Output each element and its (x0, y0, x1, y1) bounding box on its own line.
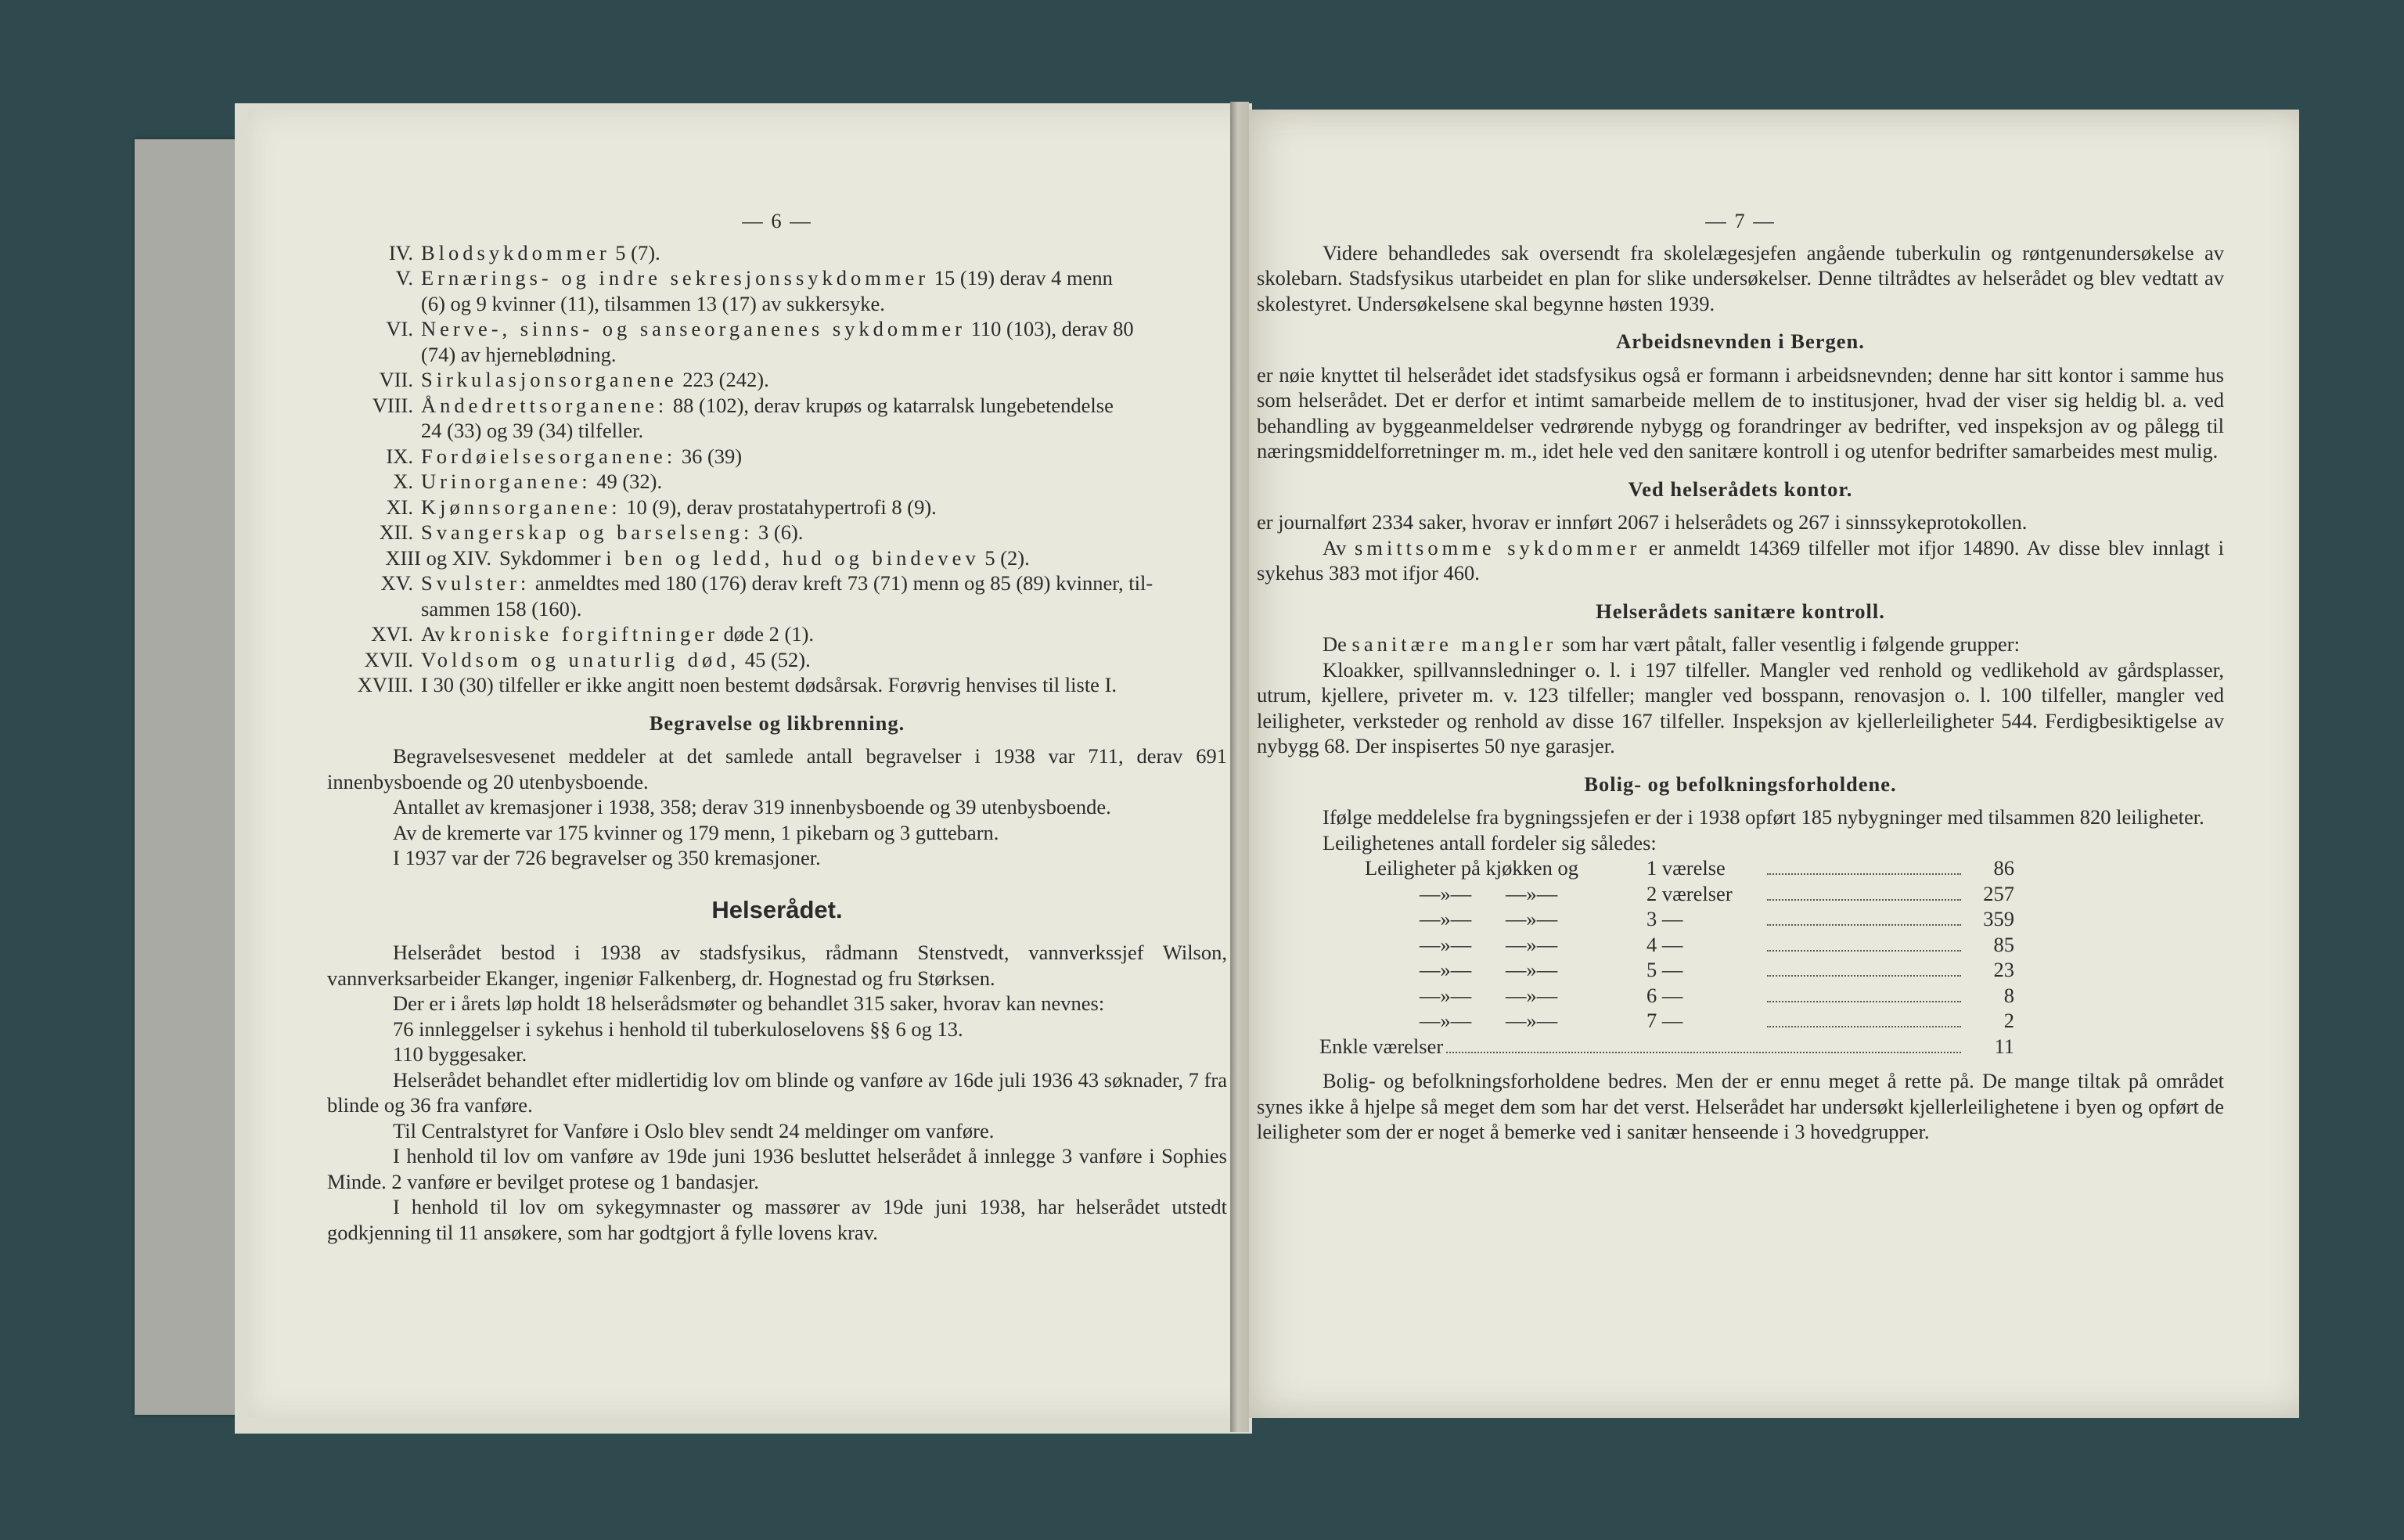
roman-numeral: X. (393, 470, 413, 493)
spaced-term: sanitære mangler (1351, 632, 1557, 656)
cause-text: Blodsykdommer 5 (7). (421, 240, 660, 264)
cause-row (327, 469, 1227, 495)
cause-row (327, 240, 1227, 266)
ditto-mark: —»— (1420, 958, 1472, 981)
paragraph: Ifølge meddelelse fra bygningssjefen er der i 1938 opført 185 nybygninger med tilsammen 820 leiligheter. (1323, 805, 2204, 829)
cause-text: Voldsom og unaturlig død, 45 (52). (421, 647, 811, 671)
roman-numeral: VIII. (372, 393, 413, 417)
paragraph: Helserådet bestod i 1938 av stadsfysikus, rådmann Stenstvedt, vannverkssjef Wilson, vannverksarbeider Ekanger, ingeniør Falkenberg, dr. Hognestad og fru Størksen. (327, 941, 1227, 990)
row-value: 8 (2003, 983, 2014, 1007)
row-label: Leiligheter på kjøkken og (1365, 856, 1579, 880)
paragraph: Helserådet behandlet efter midlertidig lov om blinde og vanføre av 16de juli 1936 43 søknader, 7 fra blinde og 36 fra vanføre. (327, 1067, 1227, 1117)
right-page (1238, 110, 2299, 1418)
ditto-mark: —»— (1420, 983, 1472, 1007)
cause-continuation: 24 (33) og 39 (34) tilfeller. (421, 419, 644, 442)
room-count: 6 — (1646, 983, 1683, 1007)
row-label: Enkle værelser (1319, 1034, 1444, 1058)
section-heading: Bolig- og befolkningsforholdene. (1584, 772, 1897, 796)
row-value: 257 (1983, 881, 2014, 905)
cause-text: Åndedrettsorganene: 88 (102), derav krupøs og katarralsk lungebetendelse (421, 393, 1114, 417)
section-heading: Begravelse og likbrenning. (649, 711, 905, 735)
cause-row (327, 570, 1227, 621)
roman-numeral: XVII. (364, 647, 413, 671)
paragraph: I 1937 var der 726 begravelser og 350 kremasjoner. (393, 846, 821, 869)
cause-text: I 30 (30) tilfeller er ikke angitt noen bestemt dødsårsak. Forøvrig henvises til liste I. (421, 673, 1117, 696)
roman-numeral: XII. (379, 520, 413, 544)
room-count: 4 — (1646, 932, 1683, 956)
cause-row (327, 316, 1227, 367)
cause-text: Sykdommer i ben og ledd, hud og bindevev 5 (2). (499, 545, 1030, 570)
cause-row (327, 545, 1227, 571)
leader-dots (1767, 950, 1961, 952)
leader-dots (1767, 1001, 1961, 1002)
row-value: 11 (1994, 1034, 2014, 1058)
section-title: Helserådet. (711, 895, 843, 923)
paragraph: Antallet av kremasjoner i 1938, 358; derav 319 innenbysboende og 39 utenbysboende. (393, 795, 1111, 819)
cause-text: Svulster: anmeldtes med 180 (176) derav kreft 73 (71) menn og 85 (89) kvinner, til- (421, 571, 1153, 595)
apartment-distribution-table (1365, 855, 2014, 1034)
paragraph: Av smittsomme sykdommer er anmeldt 14369 tilfeller mot ifjor 14890. Av disse blev innlagt i sykehus 383 mot ifjor 460. (1257, 535, 2225, 585)
ditto-mark: —»— (1506, 1009, 1558, 1032)
apartment-distribution-total (1319, 1034, 2014, 1060)
leader-dots (1767, 873, 1961, 875)
ditto-mark: —»— (1506, 907, 1558, 930)
roman-numeral: XV. (380, 571, 413, 595)
row-value: 23 (1993, 958, 2014, 981)
cause-text: Ernærings- og indre sekresjonssykdommer 15 (19) derav 4 menn (421, 266, 1113, 290)
paragraph: Bolig- og befolkningsforholdene bedres. Men der er ennu meget å rette på. De mange tiltak på området synes ikke å hjelpe så meget dem som har det verst. Helserådet har undersøkt kjellerleilighetene i byen og opført de leiligheter som der er noget å bemerke ved i sanitær henseende i 3 hovedgrupper. (1257, 1069, 2224, 1143)
leader-dots (1767, 975, 1961, 977)
section-heading: Helserådets sanitære kontroll. (1596, 599, 1885, 623)
cause-row (327, 367, 1227, 393)
table-row (1365, 932, 2014, 958)
paragraph: 110 byggesaker. (393, 1042, 527, 1066)
paragraph: Leilighetenes antall fordeler sig således: (1323, 830, 1657, 855)
table-row (1365, 1008, 2014, 1034)
ditto-mark: —»— (1420, 932, 1472, 956)
paragraph: Begravelsesvesenet meddeler at det samlede antall begravelser i 1938 var 711, derav 691 innenbysboende og 20 utenbysboende. (327, 744, 1227, 793)
book-gutter (1230, 102, 1249, 1432)
ditto-mark: —»— (1506, 932, 1558, 956)
ditto-mark: —»— (1420, 907, 1472, 930)
row-value: 359 (1983, 907, 2014, 930)
page-number: — 7 — (1705, 209, 1776, 232)
paragraph: Der er i årets løp holdt 18 helserådsmøter og behandlet 315 saker, hvorav kan nevnes: (393, 991, 1105, 1015)
row-value: 85 (1993, 932, 2014, 956)
section-heading: Arbeidsnevnden i Bergen. (1616, 329, 1865, 353)
room-count: 5 — (1646, 958, 1683, 981)
section-heading: Ved helserådets kontor. (1628, 477, 1853, 501)
cause-row (327, 621, 1227, 647)
cause-text: Av kroniske forgiftninger døde 2 (1). (421, 622, 815, 646)
ditto-mark: —»— (1506, 983, 1558, 1007)
cause-text: Sirkulasjonsorganene 223 (242). (421, 368, 769, 391)
right-page-content (1257, 208, 2224, 1145)
roman-numeral: VII. (379, 368, 413, 391)
cause-row (327, 672, 1227, 698)
cause-row (327, 265, 1227, 316)
ditto-mark: —»— (1506, 958, 1558, 981)
roman-numeral: V. (395, 266, 413, 290)
paragraph: I henhold til lov om vanføre av 19de juni 1936 besluttet helserådet å innlegge 3 vanføre i Sophies Minde. 2 vanføre er bevilget protese og 1 bandasjer. (327, 1144, 1227, 1193)
table-row (1319, 1034, 2014, 1060)
cause-text: Urinorganene: 49 (32). (421, 470, 663, 493)
room-count: 3 — (1646, 907, 1683, 930)
table-row (1365, 881, 2014, 907)
room-count: 1 værelse (1646, 856, 1726, 880)
room-count: 2 værelser (1646, 881, 1733, 905)
cause-text: Fordøielsesorganene: 36 (39) (421, 444, 743, 468)
left-page (247, 110, 1260, 1418)
cause-continuation: sammen 158 (160). (421, 596, 582, 621)
cause-row (327, 495, 1227, 520)
leader-dots (1767, 1026, 1961, 1027)
roman-numeral: XVIII. (357, 673, 413, 696)
paragraph: Videre behandledes sak oversendt fra skolelægesjefen angående tuberkulin og røntgenundersøkelse av skolebarn. Stadsfysikus utarbeidet en plan for slike undersøkelser. Denne tiltrådtes av helserådet og blev vedtatt av skolestyret. Undersøkelsene skal begynne høsten 1939. (1257, 240, 2224, 315)
roman-numeral: XIII og XIV. (385, 545, 491, 570)
leader-dots (1767, 899, 1961, 901)
paragraph: Av de kremerte var 175 kvinner og 179 menn, 1 pikebarn og 3 guttebarn. (393, 820, 999, 844)
table-row (1365, 855, 2014, 881)
table-row (1365, 906, 2014, 932)
cause-text: Kjønnsorganene: 10 (9), derav prostatahypertrofi 8 (9). (421, 495, 937, 519)
roman-numeral: XI. (386, 495, 413, 519)
paragraph: Kloakker, spillvannsledninger o. l. i 197 tilfeller. Mangler ved renhold og vedlikehold av gårdsplasser, utrum, kjellere, priveter m. v. 123 tilfeller; mangler ved bosspann, renovasjon o. l. 100 tilfeller, mangler ved leiligheter, verksteder og renhold av disse 167 tilfeller. Inspeksjon av kjellerleiligheter 544. Ferdigbesiktigelse av nybygg 68. Der inspisertes 50 nye garasjer. (1257, 657, 2224, 757)
paragraph: Til Centralstyret for Vanføre i Oslo blev sendt 24 meldinger om vanføre. (393, 1118, 995, 1142)
table-row (1365, 957, 2014, 983)
leader-dots (1446, 1052, 1961, 1053)
roman-numeral: XVI. (371, 622, 413, 646)
cause-text: Svangerskap og barselseng: 3 (6). (421, 520, 804, 544)
row-value: 2 (2003, 1009, 2014, 1032)
page-number: — 6 — (742, 209, 812, 232)
causes-of-death-list (327, 240, 1227, 698)
cause-row (327, 520, 1227, 545)
cause-text: Nerve-, sinns- og sanseorganenes sykdommer 110 (103), derav 80 (421, 317, 1134, 340)
ditto-mark: —»— (1420, 881, 1472, 905)
paragraph: er journalført 2334 saker, hvorav er innført 2067 i helserådets og 267 i sinnssykeprotokollen. (1257, 510, 2028, 534)
cause-row (327, 647, 1227, 673)
table-row (1365, 983, 2014, 1009)
cause-row (327, 444, 1227, 470)
paragraph: er nøie knyttet til helserådet idet stadsfysikus også er formann i arbeidsnevnden; denne har sitt kontor i samme hus som helserådet. Det er derfor et intimt samarbeide mellem de to institusjoner, hvad der viser sig heldig bl. a. ved behandling av byggeanmeldelser vedrørende nybygg og forandringer av bedrifter, ved inspeksjon av og pålegg til næringsmiddelforretninger m. m., idet hele ved den sanitære kontroll i og utenfor bedrifter samarbeides mest mulig. (1257, 362, 2224, 462)
leader-dots (1767, 924, 1961, 926)
ditto-mark: —»— (1420, 1009, 1472, 1032)
ditto-mark: —»— (1506, 881, 1558, 905)
paragraph: 76 innleggelser i sykehus i henhold til tuberkuloselovens §§ 6 og 13. (393, 1016, 963, 1041)
cause-continuation: (6) og 9 kvinner (11), tilsammen 13 (17) av sukkersyke. (421, 291, 885, 315)
roman-numeral: IV. (388, 240, 413, 264)
roman-numeral: VI. (386, 317, 413, 340)
cause-continuation: (74) av hjerneblødning. (421, 342, 617, 366)
paragraph: I henhold til lov om sykegymnaster og massører av 19de juni 1938, har helserådet utstedt godkjenning til 11 ansøkere, som har godtgjort å fylle lovens krav. (327, 1195, 1227, 1244)
row-value: 86 (1993, 856, 2014, 880)
left-page-content (327, 208, 1227, 1245)
cause-row (327, 393, 1227, 444)
spaced-term: smittsomme sykdommer (1355, 535, 1641, 560)
roman-numeral: IX. (386, 444, 413, 468)
room-count: 7 — (1646, 1009, 1683, 1032)
paragraph: De sanitære mangler som har vært påtalt, faller vesentlig i følgende grupper: (1323, 632, 2020, 656)
